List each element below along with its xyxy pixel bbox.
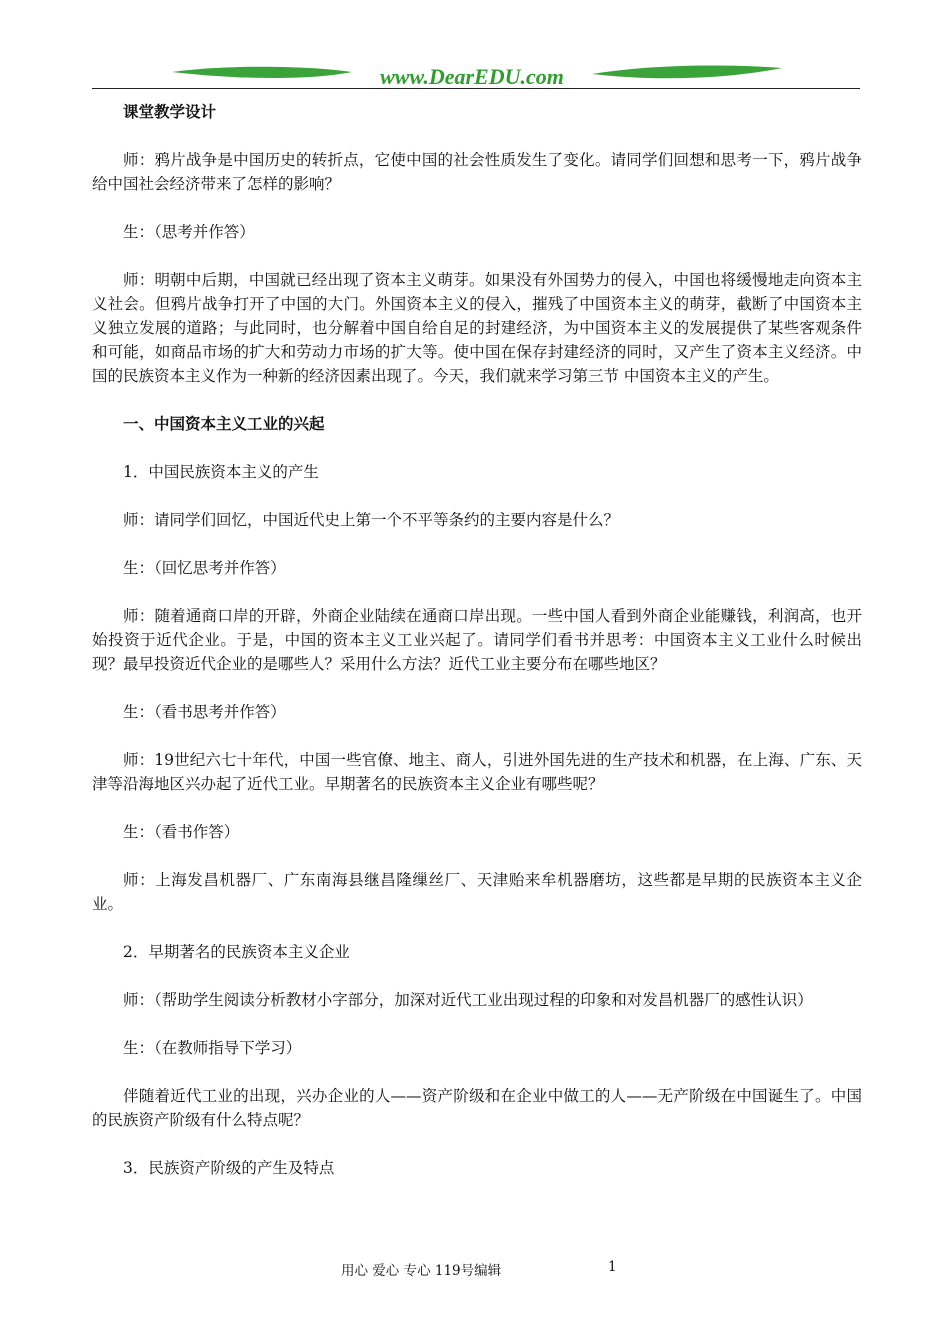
header-rule [92, 88, 860, 89]
paragraph: 师：随着通商口岸的开辟，外商企业陆续在通商口岸出现。一些中国人看到外商企业能赚钱，利润高，也开始投资于近代企业。于是，中国的资本主义工业兴起了。请同学们看书并思考：中国资本主义工业什么时候出现？最早投资近代企业的是哪些人？采用什么方法？近代工业主要分布在哪些地区？ [92, 607, 862, 673]
subsection-heading: 3．民族资产阶级的产生及特点 [123, 1159, 335, 1177]
paragraph: 生：（在教师指导下学习） [123, 1039, 302, 1057]
paragraph: 师：上海发昌机器厂、广东南海县继昌隆缫丝厂、天津贻来牟机器磨坊，这些都是早期的民族资本主义企业。 [92, 871, 862, 913]
paragraph: 生：（看书作答） [123, 823, 240, 841]
subsection-heading: 1．中国民族资本主义的产生 [123, 463, 319, 481]
document-body [92, 100, 862, 1180]
paragraph: 师：19世纪六七十年代，中国一些官僚、地主、商人，引进外国先进的生产技术和机器，在上海、广东、天津等沿海地区兴办起了近代工业。早期著名的民族资本主义企业有哪些呢？ [92, 751, 862, 793]
page-number: 1 [608, 1259, 617, 1275]
paragraph: 生：（看书思考并作答） [123, 703, 286, 721]
document-title: 课堂教学设计 [123, 102, 217, 121]
paragraph: 师：鸦片战争是中国历史的转折点，它使中国的社会性质发生了变化。请同学们回想和思考一下，鸦片战争给中国社会经济带来了怎样的影响？ [92, 151, 862, 193]
left-swoosh-graphic [172, 67, 352, 78]
section-heading: 一、中国资本主义工业的兴起 [123, 414, 325, 433]
footer-text: 用心 爱心 专心 119号编辑 [341, 1263, 502, 1279]
site-url-text: www.DearEDU.com [380, 64, 564, 89]
paragraph: 师：请同学们回忆，中国近代史上第一个不平等条约的主要内容是什么？ [123, 511, 620, 529]
paragraph: 师：明朝中后期，中国就已经出现了资本主义萌芽。如果没有外国势力的侵入，中国也将缓慢地走向资本主义社会。但鸦片战争打开了中国的大门。外国资本主义的侵入，摧残了中国资本主义的萌芽，截断了中国资本主义独立发展的道路；与此同时，也分解着中国自给自足的封建经济，为中国资本主义的发展提供了某些客观条件和可能，如商品市场的扩大和劳动力市场的扩大等。使中国在保存封建经济的同时，又产生了资本主义经济。中国的民族资本主义作为一种新的经济因素出现了。今天，我们就来学习第三节 中国资本主义的产生。 [92, 271, 862, 385]
paragraph: 师：（帮助学生阅读分析教材小字部分，加深对近代工业出现过程的印象和对发昌机器厂的感性认识） [123, 991, 813, 1009]
right-swoosh-graphic [592, 66, 782, 79]
paragraph: 生：（思考并作答） [123, 223, 255, 241]
paragraph: 生：（回忆思考并作答） [123, 559, 286, 577]
paragraph: 伴随着近代工业的出现，兴办企业的人——资产阶级和在企业中做工的人——无产阶级在中国诞生了。中国的民族资产阶级有什么特点呢？ [92, 1087, 862, 1129]
subsection-heading: 2．早期著名的民族资本主义企业 [123, 943, 350, 961]
